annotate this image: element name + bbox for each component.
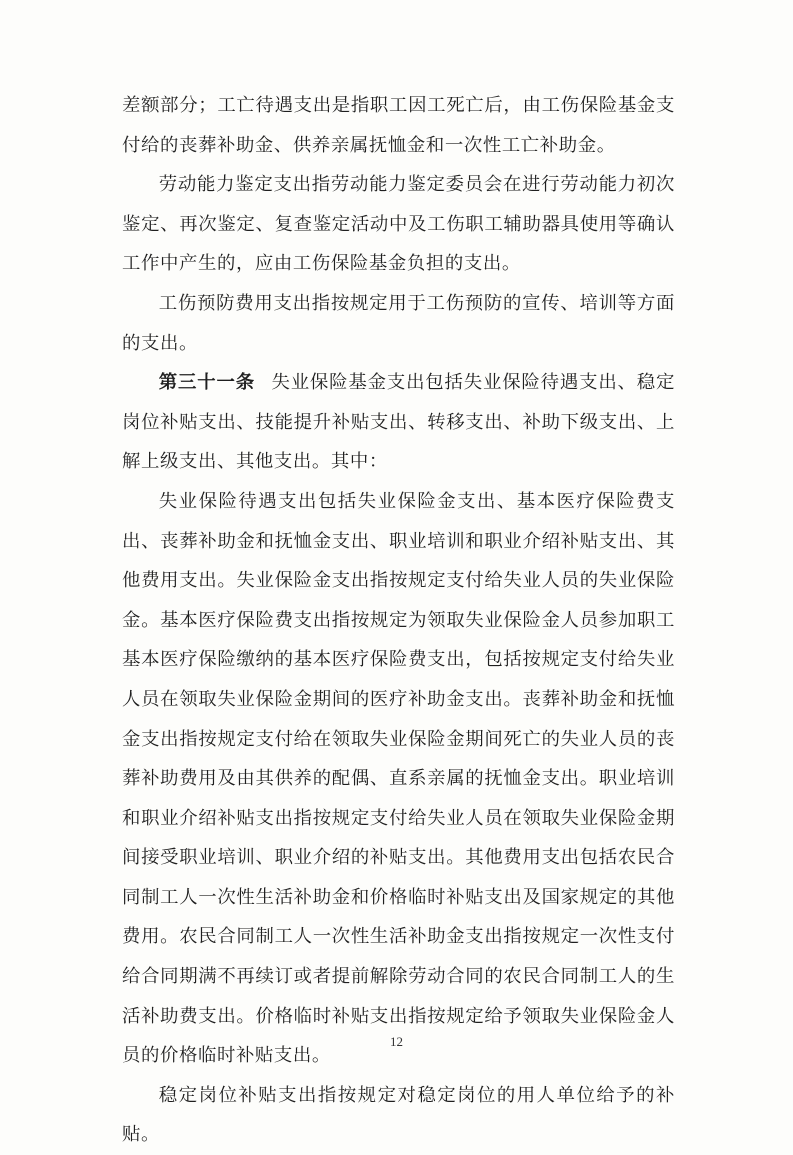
paragraph-unemployment-benefits: 失业保险待遇支出包括失业保险金支出、基本医疗保险费支出、丧葬补助金和抚恤金支出、职业培训和职业介绍补贴支出、其他费用支出。失业保险金支出指按规定支付给失业人员的失业保险金。基本医疗保险费支出指按规定为领取失业保险金人员参加职工基本医疗保险缴纳的基本医疗保险费支出，包括按规定支付给失业人员在领取失业保险金期间的医疗补助金支出。丧葬补助金和抚恤金支出指按规定支付给在领取失业保险金期间死亡的失业人员的丧葬补助费用及由其供养的配偶、直系亲属的抚恤金支出。职业培训和职业介绍补贴支出指按规定支付给失业人员在领取失业保险金期间接受职业培训、职业介绍的补贴支出。其他费用支出包括农民合同制工人一次性生活补助金和价格临时补贴支出及国家规定的其他费用。农民合同制工人一次性生活补助金支出指按规定一次性支付给合同期满不再续订或者提前解除劳动合同的农民合同制工人的生活补助费支出。价格临时补贴支出指按规定给予领取失业保险金人员的价格临时补贴支出。 [122,490,675,1067]
page-number: 12 [390,1034,403,1049]
paragraph-work-death-benefits: 差额部分；工亡待遇支出是指职工因工死亡后，由工伤保险基金支付给的丧葬补助金、供养亲属抚恤金和一次性工亡补助金。 [122,95,675,156]
paragraph-labor-ability-appraisal: 劳动能力鉴定支出指劳动能力鉴定委员会在进行劳动能力初次鉴定、再次鉴定、复查鉴定活动中及工伤职工辅助器具使用等确认工作中产生的，应由工伤保险基金负担的支出。 [122,174,675,275]
paragraph-article-31 [122,363,675,482]
article-number: 第三十一条 [158,372,255,394]
paragraph-job-stabilization-subsidy: 稳定岗位补贴支出指按规定对稳定岗位的用人单位给予的补贴。 [122,1084,675,1146]
article-31-body: 失业保险基金支出包括失业保险待遇支出、稳定岗位补贴支出、技能提升补贴支出、转移支出、补助下级支出、上解上级支出、其他支出。其中： [122,372,675,473]
paragraph-injury-prevention: 工伤预防费用支出指按规定用于工伤预防的宣传、培训等方面的支出。 [122,292,675,354]
